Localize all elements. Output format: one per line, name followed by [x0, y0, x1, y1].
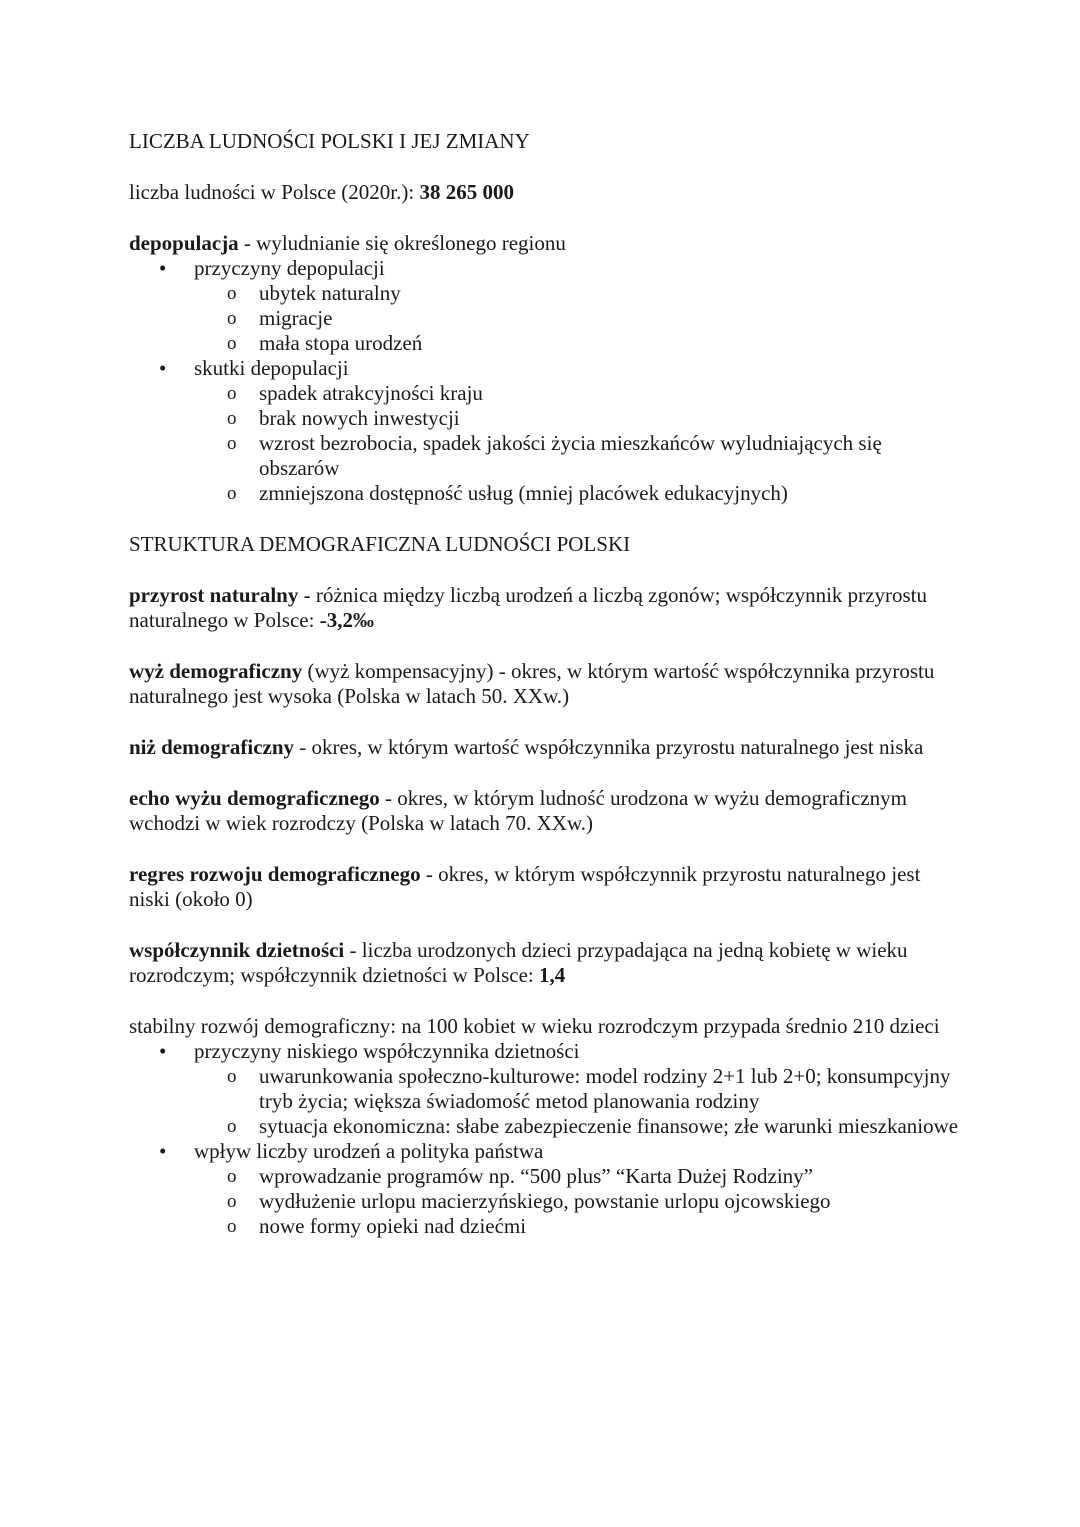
definition-term: echo wyżu demograficznego — [129, 786, 380, 810]
bullet-icon: • — [159, 1139, 167, 1163]
sub-list — [194, 1164, 959, 1239]
list-item-label: przyczyny depopulacji — [194, 256, 385, 280]
definition-text: - okres, w którym współczynnik przyrostu naturalnego jest niski (około 0) — [129, 862, 921, 911]
depopulation-definition — [129, 231, 959, 256]
circle-bullet-icon: o — [227, 1166, 237, 1187]
circle-bullet-icon: o — [227, 1191, 237, 1212]
sub-list-item-text: ubytek naturalny — [259, 281, 401, 305]
definition-regres — [129, 862, 959, 912]
circle-bullet-icon: o — [227, 283, 237, 304]
document-content — [129, 129, 959, 1239]
sub-list-item-text: mała stopa urodzeń — [259, 331, 423, 355]
population-label: liczba ludności w Polsce (2020r.): — [129, 180, 420, 204]
definition-text: (wyż kompensacyjny) - okres, w którym wartość współczynnika przyrostu naturalnego jest wysoka (Polska w latach 50. XXw.) — [129, 659, 935, 708]
section-title-structure: STRUKTURA DEMOGRAFICZNA LUDNOŚCI POLSKI — [129, 532, 631, 556]
definition-przyrost — [129, 583, 959, 633]
definition-value: 1,4 — [538, 963, 566, 987]
list-item-label: skutki depopulacji — [194, 356, 349, 380]
bullet-icon: • — [159, 1039, 167, 1063]
circle-bullet-icon: o — [227, 333, 237, 354]
definition-term: wyż demograficzny — [129, 659, 303, 683]
list-item — [129, 1139, 959, 1239]
sub-list-item — [194, 1064, 959, 1114]
sub-list-item-text: wydłużenie urlopu macierzyńskiego, powstanie urlopu ojcowskiego — [259, 1189, 831, 1213]
sub-list-item — [194, 306, 959, 331]
circle-bullet-icon: o — [227, 483, 237, 504]
circle-bullet-icon: o — [227, 383, 237, 404]
circle-bullet-icon: o — [227, 1216, 237, 1237]
list-item — [129, 1039, 959, 1139]
sub-list-item-text: migracje — [259, 306, 333, 330]
sub-list-item-text: spadek atrakcyjności kraju — [259, 381, 483, 405]
list-item-label: przyczyny niskiego współczynnika dzietności — [194, 1039, 580, 1063]
depopulation-term: depopulacja — [129, 231, 239, 255]
circle-bullet-icon: o — [227, 433, 237, 454]
definition-text: - liczba urodzonych dzieci przypadająca na jedną kobietę w wieku rozrodczym; współczynnik dzietności w Polsce: — [129, 938, 908, 987]
definition-dzietnosc — [129, 938, 959, 988]
sub-list-item — [194, 1189, 959, 1214]
sub-list — [194, 381, 959, 506]
circle-bullet-icon: o — [227, 1066, 237, 1087]
depopulation-list — [129, 256, 959, 506]
definition-term: niż demograficzny — [129, 735, 295, 759]
sub-list-item-text: sytuacja ekonomiczna: słabe zabezpieczenie finansowe; złe warunki mieszkaniowe — [259, 1114, 959, 1138]
list-item — [129, 256, 959, 356]
sub-list-item — [194, 1164, 959, 1189]
sub-list-item-text: nowe formy opieki nad dziećmi — [259, 1214, 527, 1238]
definition-term: współczynnik dzietności — [129, 938, 345, 962]
sub-list-item — [194, 431, 959, 481]
sub-list-item-text: wzrost bezrobocia, spadek jakości życia mieszkańców wyludniających się obszarów — [259, 431, 882, 480]
bullet-icon: • — [159, 356, 167, 380]
sub-list — [194, 1064, 959, 1139]
bullet-icon: • — [159, 256, 167, 280]
circle-bullet-icon: o — [227, 1116, 237, 1137]
definition-term: przyrost naturalny — [129, 583, 299, 607]
depopulation-text: - wyludnianie się określonego regionu — [238, 231, 566, 255]
definition-text: - okres, w którym ludność urodzona w wyżu demograficznym wchodzi w wiek rozrodczy (Polska w latach 70. XXw.) — [129, 786, 907, 835]
sub-list-item — [194, 331, 959, 356]
circle-bullet-icon: o — [227, 408, 237, 429]
sub-list-item — [194, 281, 959, 306]
sub-list-item-text: zmniejszona dostępność usług (mniej placówek edukacyjnych) — [259, 481, 788, 505]
definition-niz — [129, 735, 959, 760]
definition-term: regres rozwoju demograficznego — [129, 862, 421, 886]
sub-list-item — [194, 481, 959, 506]
definition-text: - różnica między liczbą urodzeń a liczbą zgonów; współczynnik przyrostu naturalnego w Polsce: — [129, 583, 927, 632]
circle-bullet-icon: o — [227, 308, 237, 329]
definition-text: - okres, w którym wartość współczynnika przyrostu naturalnego jest niska — [294, 735, 924, 759]
list-item — [129, 356, 959, 506]
sub-list — [194, 281, 959, 356]
population-line — [129, 180, 959, 205]
definition-value: -3,2‰ — [319, 608, 374, 632]
list-item-label: wpływ liczby urodzeń a polityka państwa — [194, 1139, 544, 1163]
sub-list-item — [194, 406, 959, 431]
sub-list-item — [194, 1214, 959, 1239]
sub-list-item-text: uwarunkowania społeczno-kulturowe: model rodziny 2+1 lub 2+0; konsumpcyjny tryb życia; większa świadomość metod planowania rodziny — [259, 1064, 951, 1113]
sub-list-item — [194, 381, 959, 406]
fertility-list — [129, 1039, 959, 1239]
stable-development-text: stabilny rozwój demograficzny: na 100 kobiet w wieku rozrodczym przypada średnio 210 dzieci — [129, 1014, 940, 1038]
sub-list-item — [194, 1114, 959, 1139]
definition-echo — [129, 786, 959, 836]
sub-list-item-text: wprowadzanie programów np. “500 plus” “Karta Dużej Rodziny” — [259, 1164, 813, 1188]
definition-wyz — [129, 659, 959, 709]
sub-list-item-text: brak nowych inwestycji — [259, 406, 460, 430]
population-value: 38 265 000 — [419, 180, 514, 204]
section-title-population: LICZBA LUDNOŚCI POLSKI I JEJ ZMIANY — [129, 129, 530, 153]
